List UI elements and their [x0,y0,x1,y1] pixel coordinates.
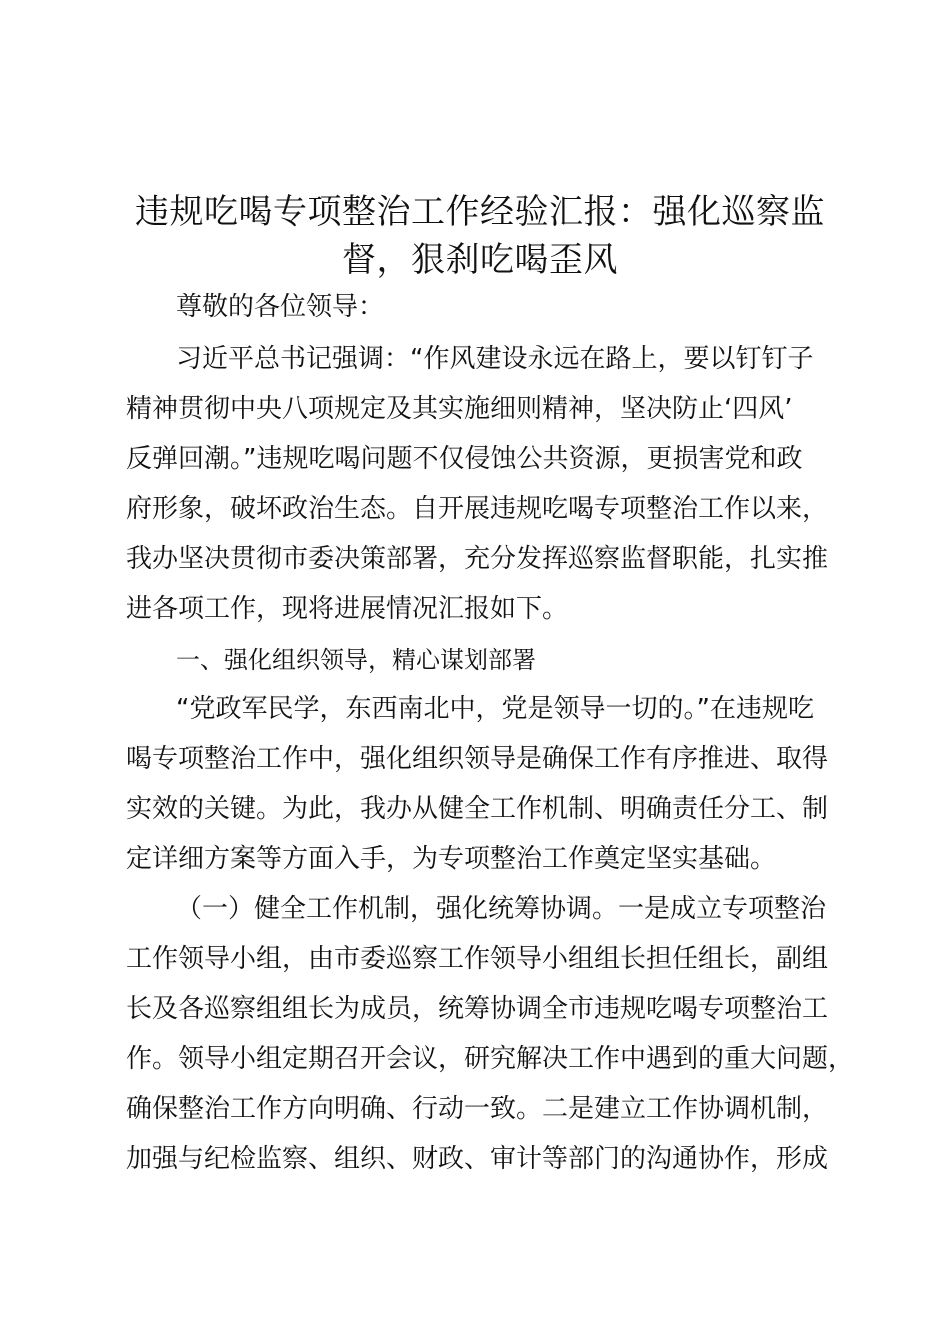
subsection-1-line-1: （一）健全工作机制，强化统筹协调。一是成立专项整治 [176,894,827,924]
intro-line-2: 精神贯彻中央八项规定及其实施细则精神，坚决防止‘四风’ [126,394,793,424]
intro-line-4: 府形象，破坏政治生态。自开展违规吃喝专项整治工作以来， [126,494,829,524]
subsection-1-line-2: 工作领导小组，由市委巡察工作领导小组组长担任组长，副组 [126,944,829,974]
subsection-1-line-4: 作。领导小组定期召开会议，研究解决工作中遇到的重大问题， [126,1044,855,1074]
section-1-line-4: 定详细方案等方面入手，为专项整治工作奠定坚实基础。 [126,844,777,874]
intro-line-6: 进各项工作，现将进展情况汇报如下。 [126,594,569,624]
subsection-1-line-6: 加强与纪检监察、组织、财政、审计等部门的沟通协作，形成 [126,1144,829,1174]
subsection-1-line-5: 确保整治工作方向明确、行动一致。二是建立工作协调机制， [126,1094,829,1124]
section-1-heading: 一、强化组织领导，精心谋划部署 [176,646,536,674]
section-1-line-1: “党政军民学，东西南北中，党是领导一切的。”在违规吃 [176,694,814,724]
section-1-line-2: 喝专项整治工作中，强化组织领导是确保工作有序推进、取得 [126,744,829,774]
section-1-line-3: 实效的关键。为此，我办从健全工作机制、明确责任分工、制 [126,794,829,824]
intro-line-5: 我办坚决贯彻市委决策部署，充分发挥巡察监督职能，扎实推 [126,544,829,574]
intro-line-3: 反弹回潮。”违规吃喝问题不仅侵蚀公共资源，更损害党和政 [126,444,803,474]
document-title-line-1: 违规吃喝专项整治工作经验汇报：强化巡察监 [135,192,825,232]
intro-line-1: 习近平总书记强调：“作风建设永远在路上，要以钉钉子 [176,344,814,374]
salutation: 尊敬的各位领导： [176,292,385,322]
document-title-line-2: 督，狠刹吃喝歪风 [342,240,618,280]
subsection-1-line-3: 长及各巡察组组长为成员，统筹协调全市违规吃喝专项整治工 [126,994,829,1024]
